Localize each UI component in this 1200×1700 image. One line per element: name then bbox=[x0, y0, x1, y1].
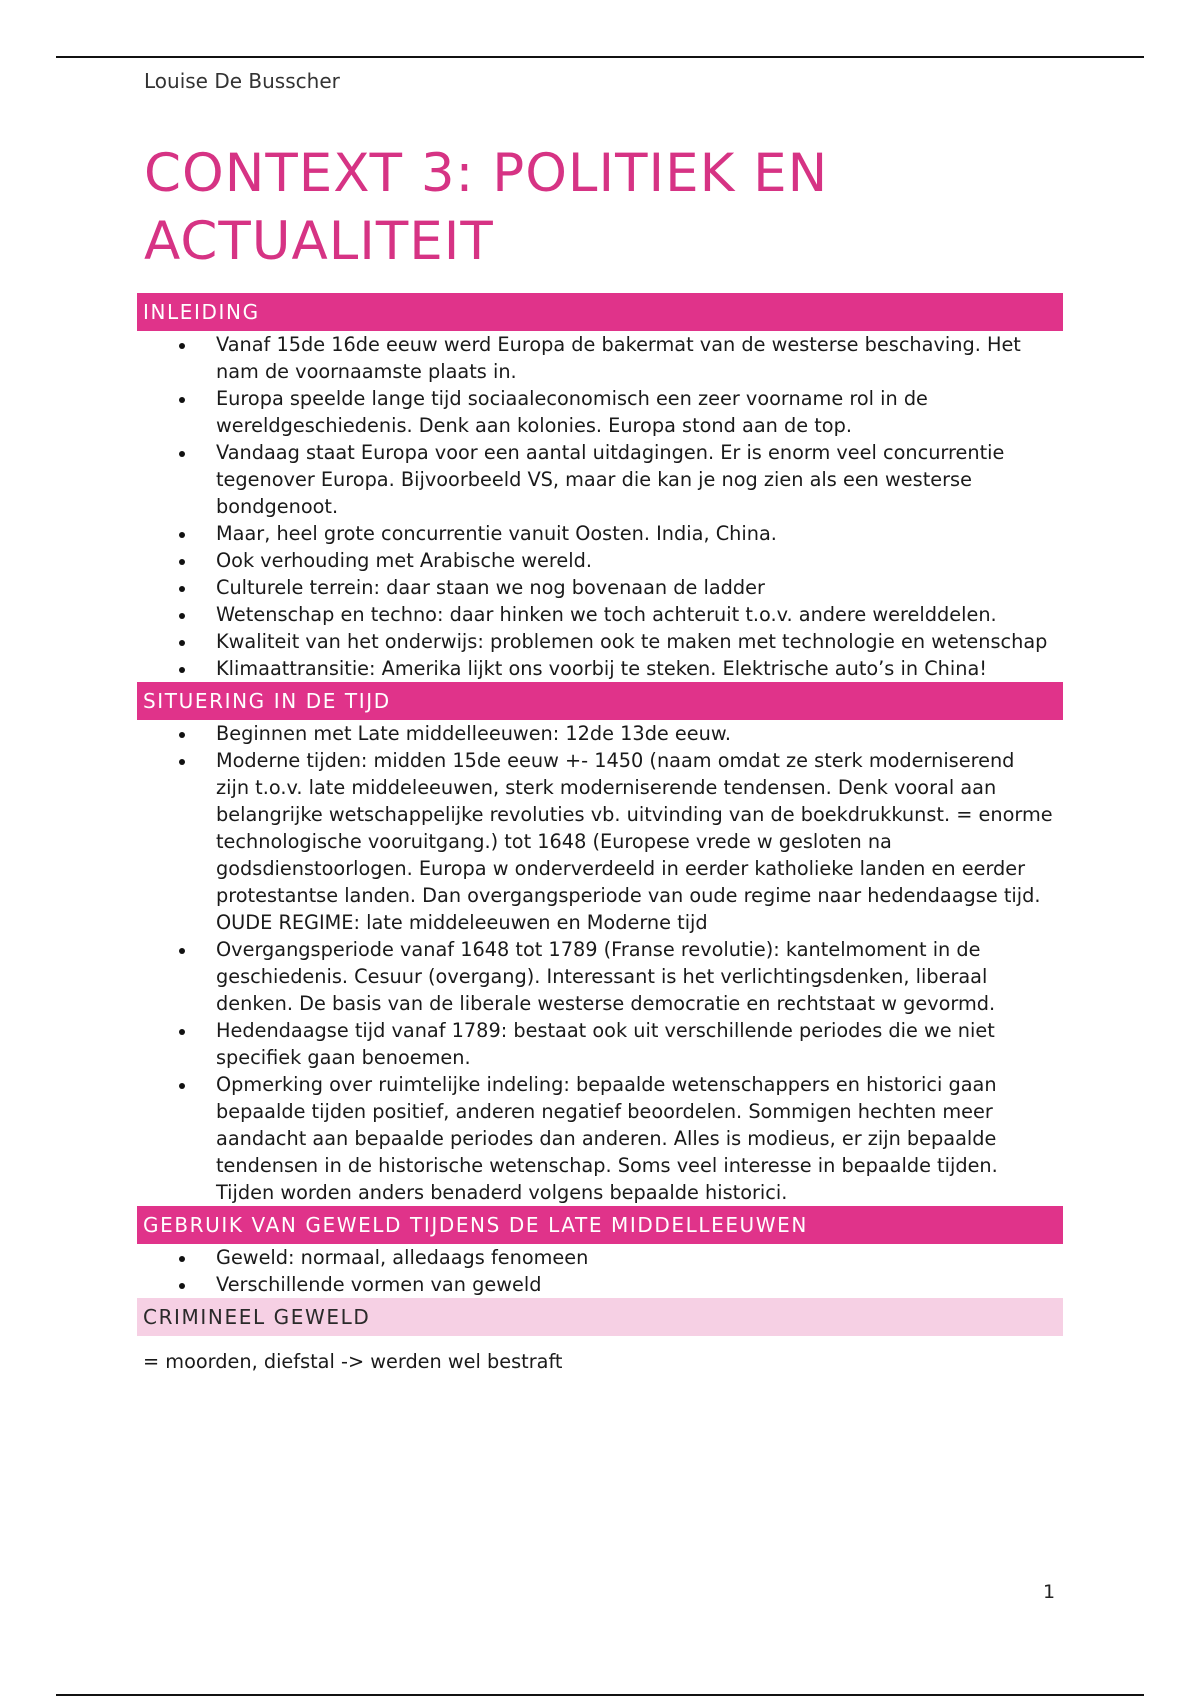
list-item-text: Vandaag staat Europa voor een aantal uitdagingen. Er is enorm veel concurrentie tegenover Europa. Bijvoorbeeld VS, maar die kan je nog zien als een westerse bondgenoot. bbox=[216, 441, 1005, 518]
list-item bbox=[137, 601, 1063, 628]
list-item bbox=[137, 385, 1063, 439]
bullet-icon bbox=[179, 1029, 185, 1035]
list-item-text: Wetenschap en techno: daar hinken we toch achteruit t.o.v. andere werelddelen. bbox=[216, 603, 997, 626]
list-item-text: Culturele terrein: daar staan we nog bovenaan de ladder bbox=[216, 576, 765, 599]
list-item bbox=[137, 520, 1063, 547]
list-item-text: Geweld: normaal, alledaags fenomeen bbox=[216, 1246, 589, 1269]
list-item bbox=[137, 547, 1063, 574]
list-item-text: Europa speelde lange tijd sociaaleconomisch een zeer voorname rol in de wereldgeschiedenis. Denk aan kolonies. Europa stond aan de top. bbox=[216, 387, 928, 437]
list-item bbox=[137, 574, 1063, 601]
list-item-text: Moderne tijden: midden 15de eeuw +- 1450 (naam omdat ze sterk moderniserend zijn t.o.v. late middeleeuwen, sterk moderniserende tendensen. Denk vooral aan belangrijke wetschappelijke revoluties vb. uitvinding van de boekdrukkunst. = enorme technologische vooruitgang.) tot 1648 (Europese vrede w gesloten na godsdienstoorlogen. Europa w onderverdeeld in eerder katholieke landen en eerder protestantse landen. Dan overgangsperiode van oude regime naar hedendaagse tijd. OUDE REGIME: late middeleeuwen en Moderne tijd bbox=[216, 749, 1053, 934]
bottom-rule bbox=[56, 1694, 1144, 1696]
bullet-icon bbox=[179, 586, 185, 592]
bullet-list-inleiding bbox=[137, 331, 1063, 682]
list-item bbox=[137, 936, 1063, 1017]
section-heading-situering: SITUERING IN DE TIJD bbox=[137, 682, 1063, 720]
bullet-icon bbox=[179, 759, 185, 765]
bullet-icon bbox=[179, 613, 185, 619]
list-item bbox=[137, 1271, 1063, 1298]
bullet-icon bbox=[179, 1283, 185, 1289]
list-item bbox=[137, 720, 1063, 747]
list-item-text: Opmerking over ruimtelijke indeling: bepaalde wetenschappers en historici gaan bepaalde tijden positief, anderen negatief beoordelen. Sommigen hechten meer aandacht aan bepaalde periodes dan anderen. Alles is modieus, er zijn bepaalde tendensen in de historische wetenschap. Soms veel interesse in bepaalde tijden. Tijden worden anders benaderd volgens bepaalde historici. bbox=[216, 1073, 998, 1204]
list-item-text: Ook verhouding met Arabische wereld. bbox=[216, 549, 592, 572]
top-rule bbox=[56, 56, 1144, 58]
list-item-text: Klimaattransitie: Amerika lijkt ons voorbij te steken. Elektrische auto’s in China! bbox=[216, 657, 987, 680]
list-item-text: Overgangsperiode vanaf 1648 tot 1789 (Franse revolutie): kantelmoment in de geschiedenis. Cesuur (overgang). Interessant is het verlichtingsdenken, liberaal denken. De basis van de liberale westerse democratie en rechtstaat w gevormd. bbox=[216, 938, 996, 1015]
bullet-icon bbox=[179, 732, 185, 738]
list-item-text: Kwaliteit van het onderwijs: problemen ook te maken met technologie en wetenschap bbox=[216, 630, 1048, 653]
list-item bbox=[137, 331, 1063, 385]
bullet-icon bbox=[179, 640, 185, 646]
page-number: 1 bbox=[1043, 1581, 1056, 1603]
list-item-text: Beginnen met Late middelleeuwen: 12de 13de eeuw. bbox=[216, 722, 732, 745]
page-title: CONTEXT 3: POLITIEK EN ACTUALITEIT bbox=[144, 143, 829, 272]
bullet-icon bbox=[179, 451, 185, 457]
bullet-icon bbox=[179, 532, 185, 538]
section-heading-geweld: GEBRUIK VAN GEWELD TIJDENS DE LATE MIDDELLEEUWEN bbox=[137, 1206, 1063, 1244]
bullet-icon bbox=[179, 559, 185, 565]
bullet-list-situering bbox=[137, 720, 1063, 1206]
list-item bbox=[137, 439, 1063, 520]
bullet-icon bbox=[179, 343, 185, 349]
list-item-text: Hedendaagse tijd vanaf 1789: bestaat ook uit verschillende periodes die we niet specifiek gaan benoemen. bbox=[216, 1019, 995, 1069]
subsection-heading-crimineel-geweld: CRIMINEEL GEWELD bbox=[137, 1298, 1063, 1336]
section-heading-inleiding: INLEIDING bbox=[137, 293, 1063, 331]
list-item bbox=[137, 1071, 1063, 1206]
list-item bbox=[137, 1244, 1063, 1271]
bullet-icon bbox=[179, 1083, 185, 1089]
paragraph-crimineel-geweld: = moorden, diefstal -> werden wel bestraft bbox=[143, 1350, 563, 1373]
author-name: Louise De Busscher bbox=[144, 69, 340, 93]
list-item bbox=[137, 628, 1063, 655]
list-item-text: Vanaf 15de 16de eeuw werd Europa de bakermat van de westerse beschaving. Het nam de voornaamste plaats in. bbox=[216, 333, 1021, 383]
list-item-text: Verschillende vormen van geweld bbox=[216, 1273, 542, 1296]
bullet-icon bbox=[179, 948, 185, 954]
bullet-icon bbox=[179, 667, 185, 673]
document-body bbox=[137, 293, 1063, 1375]
list-item bbox=[137, 655, 1063, 682]
bullet-icon bbox=[179, 1256, 185, 1262]
list-item bbox=[137, 747, 1063, 936]
bullet-list-geweld bbox=[137, 1244, 1063, 1298]
list-item bbox=[137, 1017, 1063, 1071]
list-item-text: Maar, heel grote concurrentie vanuit Oosten. India, China. bbox=[216, 522, 777, 545]
bullet-icon bbox=[179, 397, 185, 403]
